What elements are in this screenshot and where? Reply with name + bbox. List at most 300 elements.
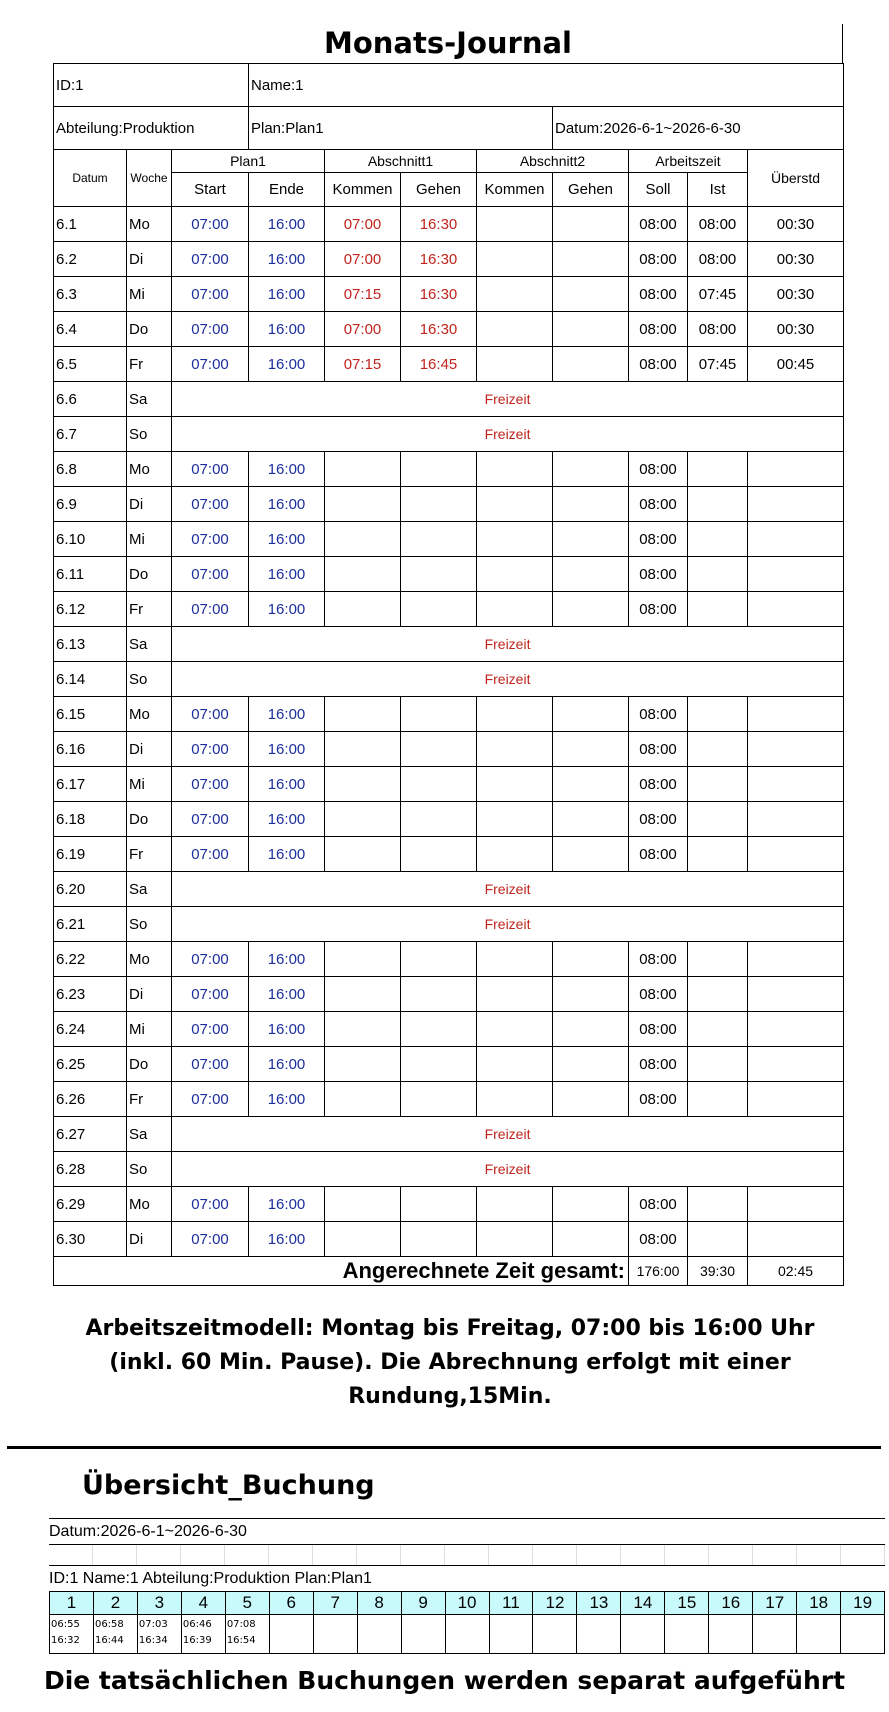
section1-out-cell	[401, 732, 477, 767]
booking-day-column	[533, 1591, 577, 1654]
weekday-cell: So	[127, 907, 172, 942]
actual-time-cell	[688, 522, 748, 557]
section2-out-cell	[553, 1082, 629, 1117]
plan-start-cell: 07:00	[172, 1187, 249, 1222]
table-row	[54, 1012, 844, 1047]
target-time-cell: 08:00	[629, 312, 688, 347]
section2-in-cell	[477, 802, 553, 837]
date-cell: 6.26	[54, 1082, 127, 1117]
booking-out: 16:39	[182, 1635, 212, 1646]
booking-day-grid	[49, 1591, 885, 1654]
day-number: 16	[709, 1591, 752, 1615]
booking-times	[753, 1615, 796, 1654]
booking-times	[577, 1615, 620, 1654]
table-row	[54, 557, 844, 592]
weekday-cell: Fr	[127, 1082, 172, 1117]
plan-end-cell: 16:00	[249, 732, 325, 767]
section2-in-cell	[477, 347, 553, 382]
date-cell: 6.12	[54, 592, 127, 627]
section2-in-cell	[477, 522, 553, 557]
section1-out-cell	[401, 487, 477, 522]
footer-note: Die tatsächlichen Buchungen werden separat aufgeführt	[43, 1666, 846, 1695]
plan-start-cell: 07:00	[172, 487, 249, 522]
section2-out-cell	[553, 697, 629, 732]
target-time-cell: 08:00	[629, 1222, 688, 1257]
booking-in: 07:08	[226, 1619, 256, 1630]
target-time-cell: 08:00	[629, 697, 688, 732]
col-header-ueberstd: Überstd	[748, 150, 844, 207]
date-cell: 6.11	[54, 557, 127, 592]
free-time-cell: Freizeit	[172, 872, 844, 907]
actual-time-cell	[688, 732, 748, 767]
target-time-cell: 08:00	[629, 487, 688, 522]
booking-day-column	[226, 1591, 270, 1654]
plan-end-cell: 16:00	[249, 802, 325, 837]
plan-end-cell: 16:00	[249, 1012, 325, 1047]
day-number: 13	[577, 1591, 620, 1615]
weekday-cell: Di	[127, 487, 172, 522]
plan-start-cell: 07:00	[172, 977, 249, 1012]
section1-in-cell	[325, 1222, 401, 1257]
date-cell: 6.13	[54, 627, 127, 662]
booking-times	[138, 1615, 181, 1654]
section2-out-cell	[553, 522, 629, 557]
section2-in-cell	[477, 1222, 553, 1257]
actual-time-cell: 08:00	[688, 242, 748, 277]
actual-time-cell: 08:00	[688, 312, 748, 347]
booking-day-column	[753, 1591, 797, 1654]
section2-in-cell	[477, 487, 553, 522]
section1-in-cell	[325, 977, 401, 1012]
table-row	[54, 907, 844, 942]
day-number: 2	[94, 1591, 137, 1615]
weekday-cell: So	[127, 417, 172, 452]
section-divider	[7, 1446, 881, 1449]
weekday-cell: Mo	[127, 1187, 172, 1222]
actual-time-cell	[688, 767, 748, 802]
weekday-cell: Sa	[127, 872, 172, 907]
booking-times	[270, 1615, 313, 1654]
date-cell: 6.3	[54, 277, 127, 312]
section1-in-cell	[325, 522, 401, 557]
actual-time-cell	[688, 557, 748, 592]
plan-end-cell: 16:00	[249, 592, 325, 627]
section2-in-cell	[477, 697, 553, 732]
section1-in-cell: 07:15	[325, 277, 401, 312]
section1-in-cell	[325, 697, 401, 732]
section2-in-cell	[477, 767, 553, 802]
booking-out: 16:54	[226, 1635, 256, 1646]
date-cell: 6.4	[54, 312, 127, 347]
section1-out-cell	[401, 977, 477, 1012]
table-row	[54, 732, 844, 767]
booking-day-column	[50, 1591, 94, 1654]
plan-start-cell: 07:00	[172, 452, 249, 487]
date-cell: 6.7	[54, 417, 127, 452]
date-cell: 6.6	[54, 382, 127, 417]
free-time-cell: Freizeit	[172, 1117, 844, 1152]
overtime-cell	[748, 767, 844, 802]
date-cell: 6.21	[54, 907, 127, 942]
overtime-cell: 00:45	[748, 347, 844, 382]
overtime-cell	[748, 557, 844, 592]
journal-table	[53, 63, 844, 1286]
department-field: Abteilung:Produktion	[54, 107, 249, 150]
weekday-cell: Do	[127, 1047, 172, 1082]
date-cell: 6.30	[54, 1222, 127, 1257]
weekday-cell: Mi	[127, 522, 172, 557]
col-header-woche: Woche	[127, 150, 172, 207]
section2-out-cell	[553, 347, 629, 382]
section2-out-cell	[553, 1222, 629, 1257]
section2-out-cell	[553, 207, 629, 242]
note-line-1: Arbeitszeitmodell: Montag bis Freitag, 07:00 bis 16:00 Uhr	[85, 1316, 815, 1341]
booking-day-column	[446, 1591, 490, 1654]
date-cell: 6.20	[54, 872, 127, 907]
plan-end-cell: 16:00	[249, 942, 325, 977]
booking-times	[709, 1615, 752, 1654]
col-header-abschnitt1: Abschnitt1	[325, 150, 477, 173]
plan-start-cell: 07:00	[172, 1012, 249, 1047]
section2-out-cell	[553, 242, 629, 277]
day-number: 9	[402, 1591, 445, 1615]
target-time-cell: 08:00	[629, 977, 688, 1012]
booking-times	[621, 1615, 664, 1654]
plan-start-cell: 07:00	[172, 207, 249, 242]
booking-day-column	[182, 1591, 226, 1654]
plan-start-cell: 07:00	[172, 1222, 249, 1257]
free-time-cell: Freizeit	[172, 1152, 844, 1187]
actual-time-cell	[688, 1012, 748, 1047]
weekday-cell: Do	[127, 312, 172, 347]
plan-start-cell: 07:00	[172, 557, 249, 592]
section1-in-cell	[325, 1187, 401, 1222]
weekday-cell: Sa	[127, 382, 172, 417]
section1-out-cell	[401, 767, 477, 802]
plan-start-cell: 07:00	[172, 802, 249, 837]
actual-time-cell	[688, 802, 748, 837]
date-cell: 6.9	[54, 487, 127, 522]
section2-in-cell	[477, 1187, 553, 1222]
table-row	[54, 242, 844, 277]
actual-time-cell: 08:00	[688, 207, 748, 242]
date-cell: 6.24	[54, 1012, 127, 1047]
section2-out-cell	[553, 837, 629, 872]
col-header-abschnitt2: Abschnitt2	[477, 150, 629, 173]
plan-end-cell: 16:00	[249, 242, 325, 277]
section2-in-cell	[477, 942, 553, 977]
section1-in-cell	[325, 592, 401, 627]
weekday-cell: Mo	[127, 207, 172, 242]
overtime-cell	[748, 1082, 844, 1117]
date-cell: 6.2	[54, 242, 127, 277]
col-header-soll: Soll	[629, 173, 688, 207]
date-cell: 6.5	[54, 347, 127, 382]
working-time-note	[40, 1312, 860, 1414]
plan-end-cell: 16:00	[249, 837, 325, 872]
section2-out-cell	[553, 1047, 629, 1082]
totals-label: Angerechnete Zeit gesamt:	[249, 1257, 629, 1286]
section1-in-cell	[325, 767, 401, 802]
totals-row	[54, 1257, 844, 1286]
actual-time-cell	[688, 942, 748, 977]
day-number: 17	[753, 1591, 796, 1615]
section1-out-cell: 16:30	[401, 312, 477, 347]
target-time-cell: 08:00	[629, 1082, 688, 1117]
plan-start-cell: 07:00	[172, 242, 249, 277]
target-time-cell: 08:00	[629, 1047, 688, 1082]
table-row	[54, 942, 844, 977]
section2-in-cell	[477, 277, 553, 312]
section1-out-cell	[401, 1082, 477, 1117]
col-header-plan1: Plan1	[172, 150, 325, 173]
col-header-datum: Datum	[54, 150, 127, 207]
overtime-cell	[748, 592, 844, 627]
day-number: 3	[138, 1591, 181, 1615]
col-header-kommen1: Kommen	[325, 173, 401, 207]
date-cell: 6.16	[54, 732, 127, 767]
weekday-cell: Mo	[127, 697, 172, 732]
section1-out-cell	[401, 557, 477, 592]
section1-in-cell	[325, 942, 401, 977]
table-row	[54, 837, 844, 872]
plan-end-cell: 16:00	[249, 207, 325, 242]
date-cell: 6.22	[54, 942, 127, 977]
table-row	[54, 452, 844, 487]
date-cell: 6.23	[54, 977, 127, 1012]
section1-in-cell	[325, 732, 401, 767]
section2-in-cell	[477, 1047, 553, 1082]
table-row	[54, 627, 844, 662]
booking-times	[402, 1615, 445, 1654]
plan-end-cell: 16:00	[249, 1047, 325, 1082]
free-time-cell: Freizeit	[172, 382, 844, 417]
booking-day-column	[314, 1591, 358, 1654]
plan-start-cell: 07:00	[172, 767, 249, 802]
plan-end-cell: 16:00	[249, 347, 325, 382]
overtime-cell	[748, 1012, 844, 1047]
section1-in-cell	[325, 557, 401, 592]
section1-in-cell	[325, 487, 401, 522]
booking-out: 16:44	[94, 1635, 124, 1646]
day-number: 4	[182, 1591, 225, 1615]
plan-field: Plan:Plan1	[249, 107, 553, 150]
section2-out-cell	[553, 1012, 629, 1047]
section1-in-cell: 07:00	[325, 312, 401, 347]
section1-out-cell: 16:30	[401, 277, 477, 312]
section2-in-cell	[477, 1012, 553, 1047]
day-number: 19	[841, 1591, 884, 1615]
date-cell: 6.14	[54, 662, 127, 697]
overtime-cell: 00:30	[748, 207, 844, 242]
table-row	[54, 487, 844, 522]
section1-in-cell	[325, 1082, 401, 1117]
booking-day-column	[841, 1591, 885, 1654]
id-field: ID:1	[54, 64, 249, 107]
booking-times	[797, 1615, 840, 1654]
section1-out-cell	[401, 452, 477, 487]
section1-in-cell: 07:00	[325, 207, 401, 242]
section2-in-cell	[477, 837, 553, 872]
weekday-cell: Mi	[127, 1012, 172, 1047]
col-header-gehen2: Gehen	[553, 173, 629, 207]
date-cell: 6.8	[54, 452, 127, 487]
section2-out-cell	[553, 312, 629, 347]
plan-end-cell: 16:00	[249, 557, 325, 592]
section2-in-cell	[477, 452, 553, 487]
table-row	[54, 312, 844, 347]
plan-end-cell: 16:00	[249, 977, 325, 1012]
section1-in-cell: 07:00	[325, 242, 401, 277]
weekday-cell: Di	[127, 1222, 172, 1257]
section2-in-cell	[477, 207, 553, 242]
section1-in-cell	[325, 837, 401, 872]
section2-in-cell	[477, 1082, 553, 1117]
plan-end-cell: 16:00	[249, 312, 325, 347]
table-row	[54, 522, 844, 557]
booking-times	[665, 1615, 708, 1654]
date-cell: 6.27	[54, 1117, 127, 1152]
plan-end-cell: 16:00	[249, 767, 325, 802]
section2-out-cell	[553, 1187, 629, 1222]
target-time-cell: 08:00	[629, 1012, 688, 1047]
free-time-cell: Freizeit	[172, 627, 844, 662]
day-number: 8	[358, 1591, 401, 1615]
weekday-cell: Di	[127, 732, 172, 767]
booking-times	[358, 1615, 401, 1654]
actual-time-cell	[688, 697, 748, 732]
section1-out-cell	[401, 1047, 477, 1082]
actual-time-cell	[688, 1082, 748, 1117]
date-cell: 6.18	[54, 802, 127, 837]
section1-out-cell	[401, 1187, 477, 1222]
plan-start-cell: 07:00	[172, 1082, 249, 1117]
weekday-cell: So	[127, 1152, 172, 1187]
col-header-gehen1: Gehen	[401, 173, 477, 207]
overtime-cell	[748, 1047, 844, 1082]
weekday-cell: So	[127, 662, 172, 697]
table-row	[54, 1047, 844, 1082]
weekday-cell: Mi	[127, 277, 172, 312]
booking-out: 16:32	[51, 1635, 80, 1646]
target-time-cell: 08:00	[629, 767, 688, 802]
table-row	[54, 277, 844, 312]
day-number: 6	[270, 1591, 313, 1615]
table-row	[54, 977, 844, 1012]
overtime-cell	[748, 522, 844, 557]
plan-start-cell: 07:00	[172, 697, 249, 732]
table-row	[54, 662, 844, 697]
section2-out-cell	[553, 802, 629, 837]
weekday-cell: Sa	[127, 1117, 172, 1152]
booking-times	[490, 1615, 533, 1654]
booking-times	[94, 1615, 137, 1654]
col-header-ende: Ende	[249, 173, 325, 207]
table-row	[54, 1187, 844, 1222]
booking-in: 06:58	[94, 1619, 124, 1630]
actual-time-cell	[688, 1187, 748, 1222]
weekday-cell: Mi	[127, 767, 172, 802]
overtime-cell	[748, 1187, 844, 1222]
booking-day-column	[709, 1591, 753, 1654]
day-number: 10	[446, 1591, 489, 1615]
table-row	[54, 207, 844, 242]
weekday-cell: Do	[127, 557, 172, 592]
plan-end-cell: 16:00	[249, 1187, 325, 1222]
booking-in: 06:55	[51, 1619, 80, 1630]
section2-out-cell	[553, 487, 629, 522]
date-cell: 6.1	[54, 207, 127, 242]
booking-times	[50, 1615, 93, 1654]
actual-time-cell	[688, 452, 748, 487]
overtime-cell	[748, 697, 844, 732]
target-time-cell: 08:00	[629, 277, 688, 312]
overtime-cell	[748, 487, 844, 522]
plan-start-cell: 07:00	[172, 347, 249, 382]
section1-out-cell	[401, 1222, 477, 1257]
plan-end-cell: 16:00	[249, 452, 325, 487]
table-row	[54, 697, 844, 732]
overtime-cell	[748, 977, 844, 1012]
actual-time-cell	[688, 1047, 748, 1082]
weekday-cell: Fr	[127, 837, 172, 872]
target-time-cell: 08:00	[629, 452, 688, 487]
target-time-cell: 08:00	[629, 837, 688, 872]
section1-out-cell	[401, 837, 477, 872]
day-number: 7	[314, 1591, 357, 1615]
plan-start-cell: 07:00	[172, 732, 249, 767]
booking-times	[841, 1615, 884, 1654]
day-number: 11	[490, 1591, 533, 1615]
plan-start-cell: 07:00	[172, 942, 249, 977]
day-number: 15	[665, 1591, 708, 1615]
plan-end-cell: 16:00	[249, 277, 325, 312]
table-row	[54, 802, 844, 837]
table-row	[54, 1117, 844, 1152]
actual-time-cell	[688, 977, 748, 1012]
section1-out-cell	[401, 592, 477, 627]
overtime-cell: 00:30	[748, 277, 844, 312]
plan-start-cell: 07:00	[172, 522, 249, 557]
free-time-cell: Freizeit	[172, 907, 844, 942]
section1-out-cell	[401, 697, 477, 732]
note-line-2: (inkl. 60 Min. Pause). Die Abrechnung erfolgt mit einer	[109, 1350, 791, 1375]
section1-in-cell	[325, 802, 401, 837]
overtime-cell: 00:30	[748, 312, 844, 347]
target-time-cell: 08:00	[629, 347, 688, 382]
section2-out-cell	[553, 277, 629, 312]
booking-day-column	[577, 1591, 621, 1654]
col-header-start: Start	[172, 173, 249, 207]
table-row	[54, 872, 844, 907]
booking-times	[314, 1615, 357, 1654]
booking-day-column	[490, 1591, 534, 1654]
table-row	[54, 417, 844, 452]
booking-day-column	[797, 1591, 841, 1654]
weekday-cell: Di	[127, 977, 172, 1012]
target-time-cell: 08:00	[629, 802, 688, 837]
weekday-cell: Di	[127, 242, 172, 277]
free-time-cell: Freizeit	[172, 417, 844, 452]
booking-day-column	[402, 1591, 446, 1654]
date-cell: 6.17	[54, 767, 127, 802]
plan-start-cell: 07:00	[172, 592, 249, 627]
section2-out-cell	[553, 452, 629, 487]
section2-out-cell	[553, 767, 629, 802]
day-number: 5	[226, 1591, 269, 1615]
plan-end-cell: 16:00	[249, 1222, 325, 1257]
table-row	[54, 1222, 844, 1257]
